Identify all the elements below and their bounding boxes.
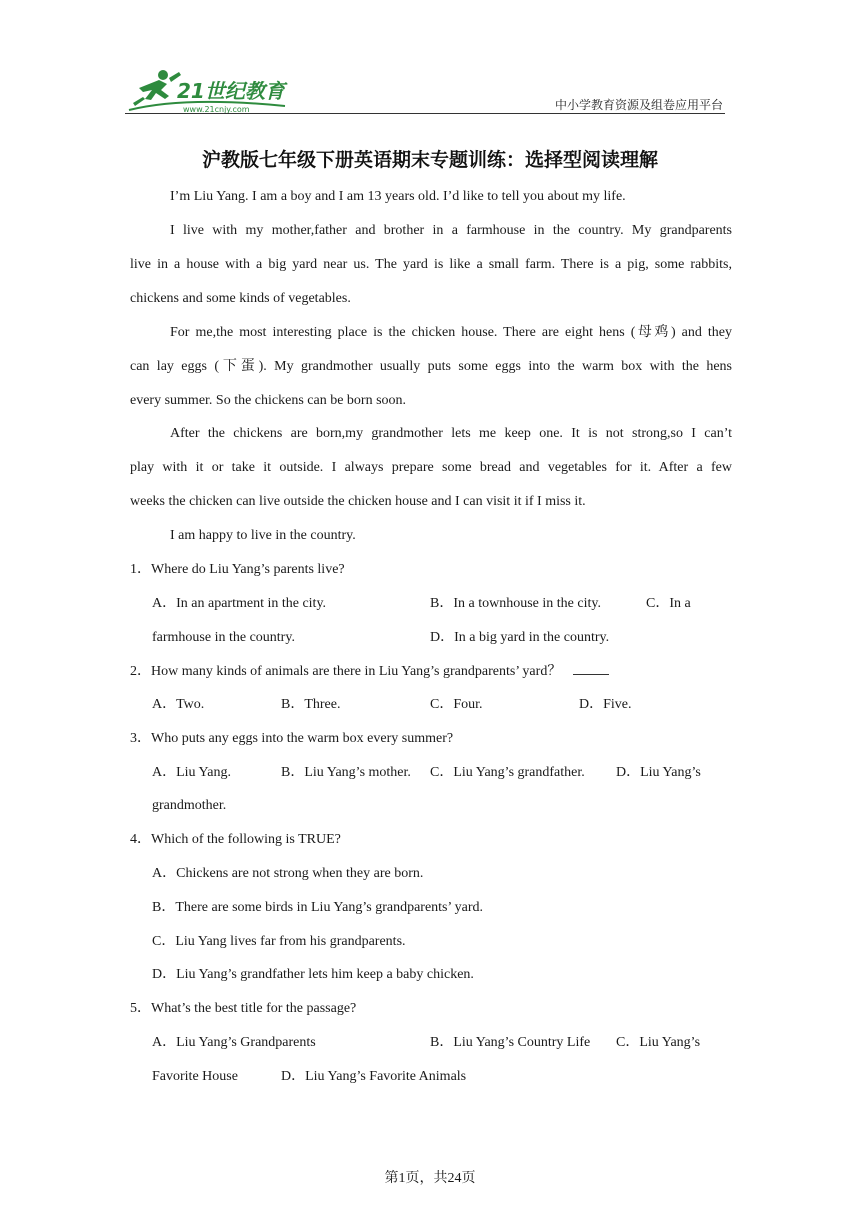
svg-text:www.21cnjy.com: www.21cnjy.com [183, 105, 250, 114]
passage-paragraph-2-line-2: live in a house with a big yard near us. The yard is like a small farm. There is a pig, some rabbits, [130, 257, 732, 272]
question-1-option-c: C．In a [646, 596, 691, 611]
svg-text:21世纪教育: 21世纪教育 [177, 79, 285, 103]
question-3-option-c: C．Liu Yang’s grandfather. [430, 765, 585, 780]
question-3-option-d-continued: grandmother. [152, 798, 227, 813]
question-2-option-b: B．Three. [281, 697, 341, 712]
page-header [125, 66, 725, 116]
question-3-option-b: B．Liu Yang’s mother. [281, 765, 411, 780]
question-2-option-a: A．Two. [152, 697, 205, 712]
question-5-option-c: C．Liu Yang’s [616, 1035, 701, 1050]
passage-paragraph-5: I am happy to live in the country. [170, 528, 356, 543]
question-4-stem: 4．Which of the following is TRUE? [130, 832, 341, 847]
passage-paragraph-1: I’m Liu Yang. I am a boy and I am 13 years old. I’d like to tell you about my life. [170, 189, 626, 204]
question-4-option-b: B．There are some birds in Liu Yang’s grandparents’ yard. [152, 900, 483, 915]
question-5-option-b: B．Liu Yang’s Country Life [430, 1035, 591, 1050]
passage-paragraph-3-line-1: For me,the most interesting place is the chicken house. There are eight hens (母鸡) and they [170, 325, 732, 340]
question-5-stem: 5．What’s the best title for the passage? [130, 1001, 357, 1016]
passage-paragraph-2-line-3: chickens and some kinds of vegetables. [130, 291, 351, 306]
question-3-option-d: D．Liu Yang’s [616, 765, 701, 780]
question-4-option-d: D．Liu Yang’s grandfather lets him keep a baby chicken. [152, 967, 474, 982]
question-1-option-a: A．In an apartment in the city. [152, 596, 327, 611]
passage-paragraph-3-line-2: can lay eggs (下蛋). My grandmother usually puts some eggs into the warm box with the hens [130, 359, 732, 374]
question-1-option-d: D．In a big yard in the country. [430, 630, 610, 645]
question-1-option-b: B．In a townhouse in the city. [430, 596, 601, 611]
question-3-option-a: A．Liu Yang. [152, 765, 231, 780]
page-number: 第1页，共24页 [384, 1171, 476, 1186]
question-4-option-a: A．Chickens are not strong when they are born. [152, 866, 424, 881]
question-1-option-c-continued: farmhouse in the country. [152, 630, 295, 645]
question-2-option-c: C．Four. [430, 697, 483, 712]
document-title: 沪教版七年级下册英语期末专题训练：选择型阅读理解 [201, 149, 658, 171]
passage-paragraph-4-line-2: play with it or take it outside. I always prepare some bread and vegetables for it. After a few [130, 460, 732, 475]
question-2-stem-text: 2．How many kinds of animals are there in Liu Yang’s grandparents’ yard？ [130, 664, 562, 679]
header-divider [125, 113, 725, 114]
question-5-option-d: D．Liu Yang’s Favorite Animals [281, 1069, 467, 1084]
question-2-option-d: D．Five. [579, 697, 632, 712]
passage-paragraph-4-line-1: After the chickens are born,my grandmother lets me keep one. It is not strong,so I can’t [170, 426, 732, 441]
21cnjy-logo [125, 66, 300, 114]
passage-paragraph-4-line-3: weeks the chicken can live outside the chicken house and I can visit it if I miss it. [130, 494, 586, 509]
question-4-option-c: C．Liu Yang lives far from his grandparents. [152, 934, 406, 949]
question-5-option-a: A．Liu Yang’s Grandparents [152, 1035, 316, 1050]
passage-paragraph-2-line-1: I live with my mother,father and brother in a farmhouse in the country. My grandparents [170, 223, 732, 238]
platform-name: 中小学教育资源及组卷应用平台 [554, 98, 723, 112]
answer-blank [573, 662, 609, 675]
question-3-stem: 3．Who puts any eggs into the warm box every summer? [130, 731, 454, 746]
question-2-stem [130, 662, 609, 681]
question-1-stem: 1．Where do Liu Yang’s parents live? [130, 562, 345, 577]
passage-paragraph-3-line-3: every summer. So the chickens can be born soon. [130, 393, 407, 408]
question-5-option-c-continued: Favorite House [152, 1069, 238, 1084]
